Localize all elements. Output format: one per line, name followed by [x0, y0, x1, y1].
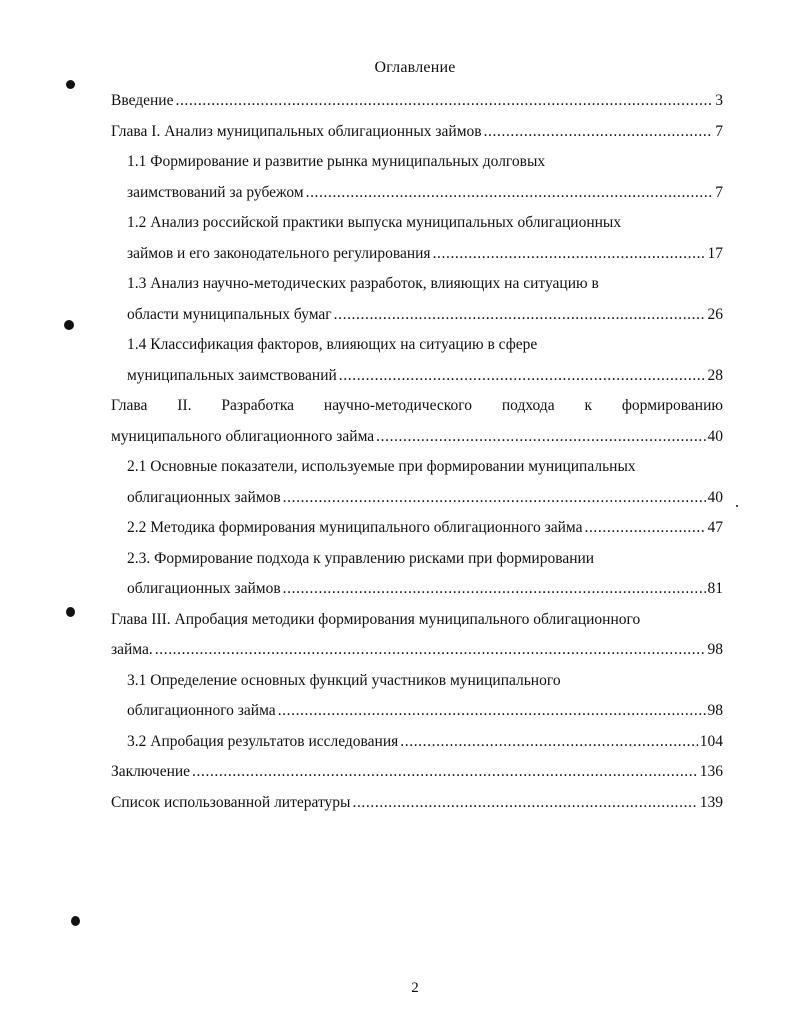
toc-entry-text: 2.1 Основные показатели, используемые при формировании муниципальных: [127, 458, 636, 475]
toc-page-number: 40: [707, 427, 723, 445]
toc-entry-3-2[interactable]: [111, 727, 723, 758]
toc-entry-1-4-line1[interactable]: [111, 330, 723, 361]
toc-entry-text: Заключение: [111, 763, 191, 780]
toc-entry-text: 3.2 Апробация результатов исследования: [127, 732, 399, 750]
toc-word: подхода: [501, 397, 555, 414]
toc-entry-text: 1.1 Формирование и развитие рынка муниципальных долговых: [127, 153, 546, 170]
dot-leader: [192, 757, 698, 788]
dot-leader: [339, 361, 706, 392]
toc-entry-text: займа.: [111, 641, 153, 658]
toc-entry-introduction[interactable]: [111, 86, 723, 117]
punch-hole-mark: [71, 916, 80, 926]
toc-entry-text: облигационного займа: [127, 702, 276, 719]
toc-entry-text: 2.2 Методика формирования муниципального облигационного займа: [127, 519, 583, 536]
toc-entry-1-3-line1[interactable]: [111, 269, 723, 300]
toc-entry-1-2-line1[interactable]: [111, 208, 723, 239]
toc-page-number: 26: [707, 305, 723, 323]
dot-leader: [352, 788, 697, 819]
dot-leader: [155, 635, 706, 666]
dot-leader: [278, 696, 706, 727]
toc-word: к: [584, 397, 592, 414]
toc-entry-text: заимствований за рубежом: [127, 183, 304, 201]
toc-page-number: 47: [707, 519, 723, 536]
toc-entry-text: 3.1 Определение основных функций участников муниципального: [127, 671, 561, 689]
toc-page-number: 98: [707, 641, 723, 658]
scan-speck: [736, 505, 738, 507]
dot-leader: [175, 86, 713, 117]
toc-entry-text: 1.4 Классификация факторов, влияющих на ситуацию в сфере: [127, 336, 538, 353]
toc-entry-text: облигационных займов: [127, 580, 281, 597]
dot-leader: [433, 239, 706, 270]
toc-entry-text: Введение: [111, 92, 174, 109]
dot-leader: [400, 727, 697, 758]
dot-leader: [283, 483, 706, 514]
toc-word: формированию: [621, 397, 723, 414]
toc-word: II.: [177, 397, 192, 414]
toc-entry-text: облигационных займов: [127, 488, 281, 506]
toc-entry-text: Список использованной литературы: [111, 793, 351, 811]
punch-hole-mark: [66, 607, 75, 617]
toc-entry-bibliography[interactable]: [111, 788, 723, 819]
toc-entry-chapter-1[interactable]: [111, 117, 723, 148]
toc-entry-chapter-3-line2[interactable]: [111, 635, 723, 666]
toc-entry-text: займов и его законодательного регулирования: [127, 244, 431, 262]
toc-word: Глава: [111, 397, 148, 414]
toc-page-number: 98: [707, 702, 723, 719]
toc-page-number: 7: [715, 122, 723, 140]
toc-page-number: 3: [715, 92, 723, 109]
toc-page-number: 28: [707, 366, 723, 384]
toc-entry-2-3-line2[interactable]: [111, 574, 723, 605]
dot-leader: [584, 513, 705, 544]
toc-entry-text: Глава III. Апробация методики формирования муниципального облигационного: [111, 610, 641, 628]
toc-entry-text: 1.3 Анализ научно-методических разработок, влияющих на ситуацию в: [127, 275, 599, 292]
toc-page-number: 139: [699, 793, 723, 811]
toc-entry-2-2[interactable]: [111, 513, 723, 544]
punch-hole-mark: [64, 320, 74, 330]
toc-word: научно-методического: [323, 397, 472, 414]
page-title: Оглавление: [374, 59, 456, 76]
toc-entry-text: муниципальных заимствований: [127, 366, 337, 384]
table-of-contents: [111, 86, 723, 818]
toc-entry-conclusion[interactable]: [111, 757, 723, 788]
toc-entry-1-1-line1[interactable]: [111, 147, 723, 178]
toc-entry-text: области муниципальных бумаг: [127, 305, 332, 323]
toc-page-number: 104: [699, 732, 723, 750]
toc-entry-2-1-line2[interactable]: [111, 483, 723, 514]
toc-entry-chapter-3-line1[interactable]: [111, 605, 723, 636]
toc-entry-1-1-line2[interactable]: [111, 178, 723, 209]
toc-page-number: 136: [699, 763, 723, 780]
page-number: 2: [411, 980, 419, 996]
toc-word: Разработка: [221, 397, 295, 414]
toc-page-number: 17: [707, 244, 723, 262]
dot-leader: [484, 117, 714, 148]
toc-entry-3-1-line2[interactable]: [111, 696, 723, 727]
toc-page-number: 40: [707, 488, 723, 506]
dot-leader: [306, 178, 714, 209]
toc-entry-text: 1.2 Анализ российской практики выпуска муниципальных облигационных: [127, 214, 622, 231]
toc-entry-1-3-line2[interactable]: [111, 300, 723, 331]
dot-leader: [283, 574, 706, 605]
toc-entry-2-1-line1[interactable]: [111, 452, 723, 483]
punch-hole-mark: [66, 80, 75, 89]
dot-leader: [376, 422, 705, 453]
toc-entry-3-1-line1[interactable]: [111, 666, 723, 697]
toc-entry-text: Глава I. Анализ муниципальных облигационных займов: [111, 122, 482, 140]
toc-entry-chapter-2-line1[interactable]: [111, 391, 723, 422]
dot-leader: [334, 300, 706, 331]
toc-page-number: 81: [707, 580, 723, 597]
toc-page-number: 7: [715, 183, 723, 201]
toc-entry-1-4-line2[interactable]: [111, 361, 723, 392]
toc-entry-1-2-line2[interactable]: [111, 239, 723, 270]
toc-entry-text: муниципального облигационного займа: [111, 427, 375, 445]
toc-entry-text: 2.3. Формирование подхода к управлению рисками при формировании: [127, 549, 595, 567]
toc-entry-2-3-line1[interactable]: [111, 544, 723, 575]
toc-entry-chapter-2-line2[interactable]: [111, 422, 723, 453]
